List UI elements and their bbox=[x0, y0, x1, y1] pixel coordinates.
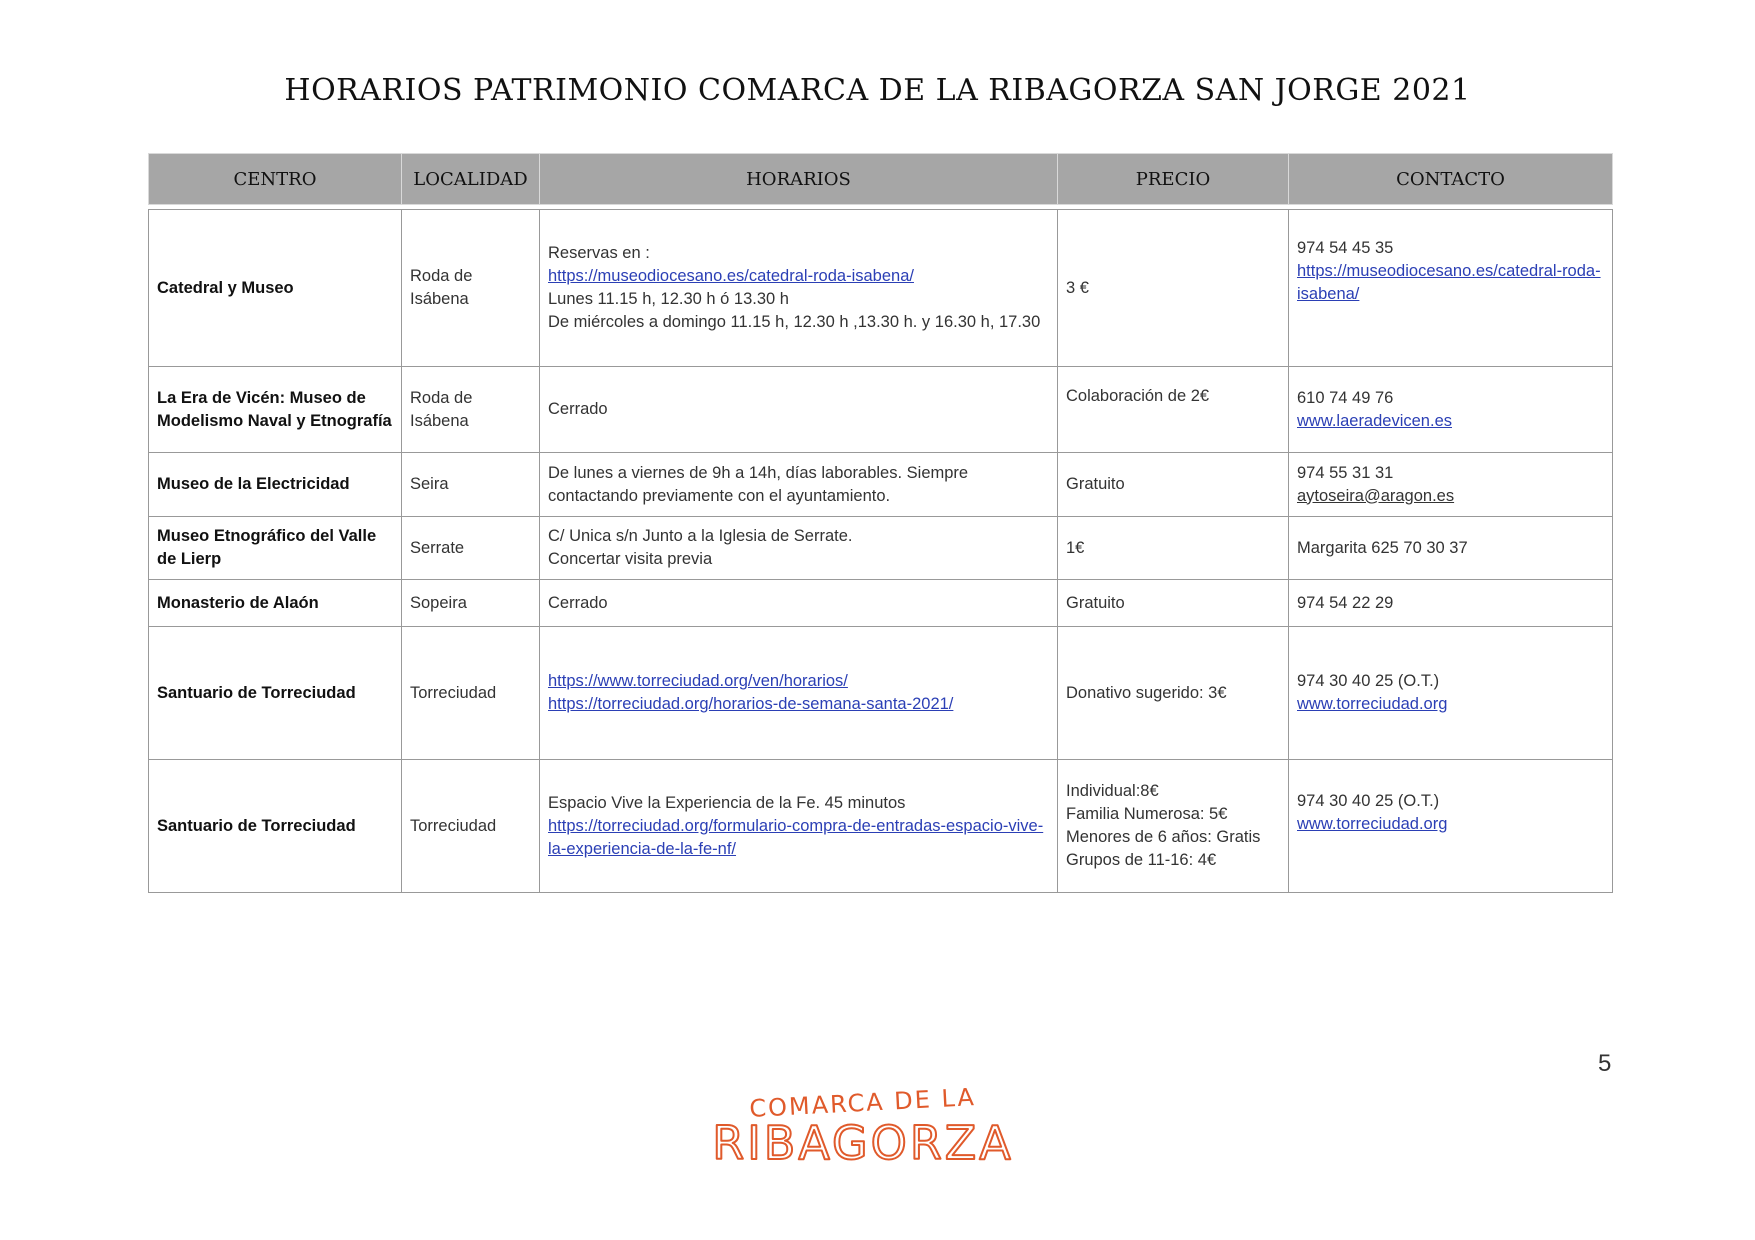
schedule-link[interactable]: https://torreciudad.org/horarios-de-semana-santa-2021/ bbox=[548, 695, 954, 713]
cell-horarios bbox=[540, 760, 1058, 893]
cell-precio: Colaboración de 2€ bbox=[1058, 367, 1289, 453]
header-horarios: HORARIOS bbox=[540, 154, 1058, 205]
logo-line-2: RIBAGORZA bbox=[712, 1116, 1014, 1170]
contact-phone: 974 54 45 35 bbox=[1297, 239, 1394, 257]
price-line: Familia Numerosa: 5€ bbox=[1066, 805, 1228, 823]
cell-contacto: Margarita 625 70 30 37 bbox=[1289, 517, 1613, 580]
cell-centro: Catedral y Museo bbox=[149, 210, 402, 367]
cell-text: De miércoles a domingo 11.15 h, 12.30 h ,13.30 h. y 16.30 h, 17.30 bbox=[548, 313, 1041, 331]
cell-horarios: Cerrado bbox=[540, 580, 1058, 627]
contact-email[interactable]: aytoseira@aragon.es bbox=[1297, 486, 1455, 505]
table-row bbox=[149, 580, 1613, 627]
contact-link[interactable]: https://museodiocesano.es/catedral-roda-isabena/ bbox=[1297, 262, 1601, 303]
price-line: Grupos de 11-16: 4€ bbox=[1066, 851, 1217, 869]
table-row bbox=[149, 453, 1613, 517]
header-centro: CENTRO bbox=[149, 154, 402, 205]
contact-link[interactable]: www.torreciudad.org bbox=[1297, 815, 1448, 833]
cell-horarios bbox=[540, 627, 1058, 760]
table-row bbox=[149, 760, 1613, 893]
reservation-link[interactable]: https://museodiocesano.es/catedral-roda-isabena/ bbox=[548, 267, 914, 285]
cell-localidad: Serrate bbox=[402, 517, 540, 580]
cell-precio: Gratuito bbox=[1058, 580, 1289, 627]
cell-precio bbox=[1058, 760, 1289, 893]
page-number: 5 bbox=[1598, 1050, 1612, 1077]
cell-text: Concertar visita previa bbox=[548, 550, 713, 568]
ticket-link[interactable]: https://torreciudad.org/formulario-compra-de-entradas-espacio-vive-la-experiencia-de-la-fe-nf/ bbox=[548, 816, 1044, 858]
cell-contacto bbox=[1289, 760, 1613, 893]
schedule-table-container bbox=[148, 153, 1612, 893]
cell-horarios: De lunes a viernes de 9h a 14h, días laborables. Siempre contactando previamente con el ayuntamiento. bbox=[540, 453, 1058, 517]
table-row bbox=[149, 627, 1613, 760]
cell-contacto: 974 54 22 29 bbox=[1289, 580, 1613, 627]
cell-localidad: Roda de Isábena bbox=[402, 210, 540, 367]
cell-contacto bbox=[1289, 367, 1613, 453]
price-line: Menores de 6 años: Gratis bbox=[1066, 828, 1261, 846]
cell-centro: Museo Etnográfico del Valle de Lierp bbox=[149, 517, 402, 580]
cell-centro: Santuario de Torreciudad bbox=[149, 760, 402, 893]
page-title: HORARIOS PATRIMONIO COMARCA DE LA RIBAGORZA SAN JORGE 2021 bbox=[284, 73, 1471, 108]
table-row bbox=[149, 517, 1613, 580]
schedule-table bbox=[148, 153, 1613, 893]
cell-localidad: Sopeira bbox=[402, 580, 540, 627]
cell-text: Reservas en : bbox=[548, 244, 650, 262]
contact-phone: 974 30 40 25 (O.T.) bbox=[1297, 792, 1440, 810]
table-row bbox=[149, 210, 1613, 367]
schedule-link[interactable]: https://www.torreciudad.org/ven/horarios/ bbox=[548, 672, 848, 690]
contact-phone: 610 74 49 76 bbox=[1297, 388, 1394, 407]
cell-centro: Monasterio de Alaón bbox=[149, 580, 402, 627]
table-header-row bbox=[149, 154, 1613, 205]
cell-precio: Gratuito bbox=[1058, 453, 1289, 517]
logo-line-1: COMARCA DE LA bbox=[748, 1083, 977, 1123]
cell-text: C/ Unica s/n Junto a la Iglesia de Serrate. bbox=[548, 527, 853, 545]
cell-contacto bbox=[1289, 210, 1613, 367]
header-contacto: CONTACTO bbox=[1289, 154, 1613, 205]
cell-localidad: Torreciudad bbox=[402, 627, 540, 760]
cell-horarios bbox=[540, 210, 1058, 367]
header-localidad: LOCALIDAD bbox=[402, 154, 540, 205]
cell-contacto bbox=[1289, 627, 1613, 760]
cell-localidad: Roda de Isábena bbox=[402, 367, 540, 453]
cell-precio: Donativo sugerido: 3€ bbox=[1058, 627, 1289, 760]
cell-centro: La Era de Vicén: Museo de Modelismo Naval y Etnografía bbox=[149, 367, 402, 453]
cell-precio: 3 € bbox=[1058, 210, 1289, 367]
cell-horarios bbox=[540, 517, 1058, 580]
cell-centro: Santuario de Torreciudad bbox=[149, 627, 402, 760]
cell-contacto bbox=[1289, 453, 1613, 517]
comarca-ribagorza-logo bbox=[712, 1075, 1014, 1170]
cell-localidad: Torreciudad bbox=[402, 760, 540, 893]
price-line: Individual:8€ bbox=[1066, 782, 1159, 800]
cell-localidad: Seira bbox=[402, 453, 540, 517]
cell-text: Espacio Vive la Experiencia de la Fe. 45 minutos bbox=[548, 793, 906, 812]
contact-link[interactable]: www.torreciudad.org bbox=[1297, 695, 1448, 713]
contact-link[interactable]: www.laeradevicen.es bbox=[1297, 411, 1452, 430]
cell-centro: Museo de la Electricidad bbox=[149, 453, 402, 517]
cell-horarios: Cerrado bbox=[540, 367, 1058, 453]
header-precio: PRECIO bbox=[1058, 154, 1289, 205]
table-row bbox=[149, 367, 1613, 453]
contact-phone: 974 55 31 31 bbox=[1297, 463, 1394, 482]
cell-precio: 1€ bbox=[1058, 517, 1289, 580]
cell-text: Lunes 11.15 h, 12.30 h ó 13.30 h bbox=[548, 290, 789, 308]
contact-phone: 974 30 40 25 (O.T.) bbox=[1297, 672, 1440, 690]
